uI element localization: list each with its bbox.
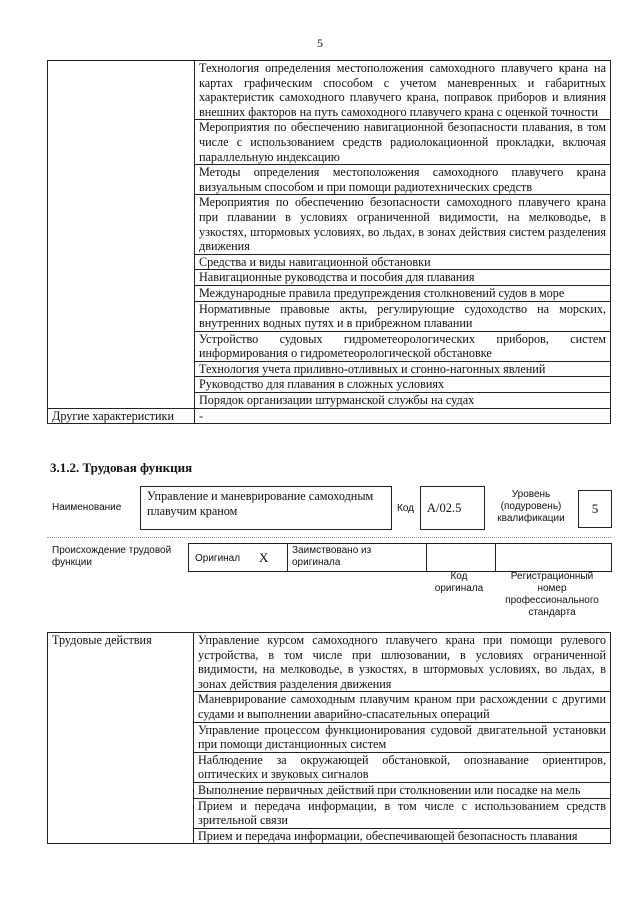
table-cell: Руководство для плавания в сложных условиях: [195, 377, 611, 393]
labor-actions-table: [47, 632, 611, 844]
table-cell: Устройство судовых гидрометеорологических приборов, систем информирования о гидрометеорологической обстановке: [195, 331, 611, 361]
code-value: А/02.5: [427, 501, 462, 515]
other-characteristics-label: Другие характеристики: [48, 408, 195, 424]
table-cell: Управление курсом самоходного плавучего крана при помощи рулевого устройства, в том числе при шлюзовании, в условиях ограниченной видимости, на мелководье, в узкостях, в штормовых условиях, во льдах, в зонах действия разделения движения: [194, 633, 611, 692]
original-mark: X: [259, 550, 269, 565]
section-title: 3.1.2. Трудовая функция: [50, 460, 193, 475]
origin-label: Происхождение трудовой функции: [52, 545, 172, 568]
table-cell: Порядок организации штурманской службы на судах: [195, 393, 611, 409]
table-cell: Управление процессом функционирования судовой двигательной установки при помощи дистанционных систем: [194, 722, 611, 752]
original-label: Оригинал: [195, 553, 241, 564]
knowledge-table: [47, 60, 611, 424]
table-label-cell: [48, 61, 195, 409]
origin-box: [188, 543, 612, 572]
name-value-box: [140, 486, 392, 530]
table-cell: Наблюдение за окружающей обстановкой, опознавание ориентиров, оптических и звуковых сигналов: [194, 752, 611, 782]
level-value-box: [578, 490, 612, 528]
borrowed-label: Заимствовано из оригинала: [292, 545, 372, 568]
table-cell: Средства и виды навигационной обстановки: [195, 254, 611, 270]
table-cell: Прием и передача информации, в том числе с использованием средств зрительной связи: [194, 798, 611, 828]
name-value: Управление и маневрирование самоходным плавучим краном: [147, 489, 374, 518]
level-value: 5: [591, 501, 599, 516]
table-cell: Методы определения местоположения самоходного плавучего крана визуальным способом и при помощи радиотехнических средств: [195, 165, 611, 195]
level-label: Уровень (подуровень) квалификации: [497, 489, 565, 524]
code-label: Код: [397, 503, 415, 514]
reg-number-label: Регистрационный номер профессионального стандарта: [505, 571, 599, 618]
table-cell: Технология учета приливно-отливных и сгонно-нагонных явлений: [195, 361, 611, 377]
actions-label: Трудовые действия: [48, 633, 194, 844]
table-cell: Навигационные руководства и пособия для плавания: [195, 270, 611, 286]
page-number: 5: [317, 36, 323, 50]
code-original-label: Код оригинала: [434, 571, 484, 594]
table-cell: Технология определения местоположения самоходного плавучего крана на картах графическим способом с учетом маневренных и габаритных характеристик самоходного плавучего крана, поправок приборов и влияния внешних факторов на путь самоходного плавучего крана с оценкой точности: [195, 61, 611, 120]
table-cell: Мероприятия по обеспечению навигационной безопасности плавания, в том числе с использованием средств радиолокационной прокладки, включая параллельную индексацию: [195, 120, 611, 165]
other-characteristics-value: -: [195, 408, 611, 424]
table-cell: Маневрирование самоходным плавучим краном при расхождении с другими судами и выполнении аварийно-спасательных операций: [194, 692, 611, 722]
table-row: [48, 633, 611, 692]
table-row: [48, 61, 611, 120]
dotted-divider: [47, 537, 611, 538]
table-cell: Выполнение первичных действий при столкновении или посадке на мель: [194, 782, 611, 798]
name-label: Наименование: [52, 502, 122, 513]
table-cell: Нормативные правовые акты, регулирующие судоходство на морских, внутренних водных путях и в прибрежном плавании: [195, 301, 611, 331]
table-row: [48, 408, 611, 424]
code-value-box: [420, 486, 485, 530]
table-cell: Мероприятия по обеспечению безопасности самоходного плавучего крана при плавании в условиях ограниченной видимости, на мелководье, в узкостях, штормовых условиях, во льдах, в зонах действия систем разделения движения: [195, 195, 611, 254]
table-cell: Прием и передача информации, обеспечивающей безопасность плавания: [194, 828, 611, 844]
table-cell: Международные правила предупреждения столкновений судов в море: [195, 285, 611, 301]
